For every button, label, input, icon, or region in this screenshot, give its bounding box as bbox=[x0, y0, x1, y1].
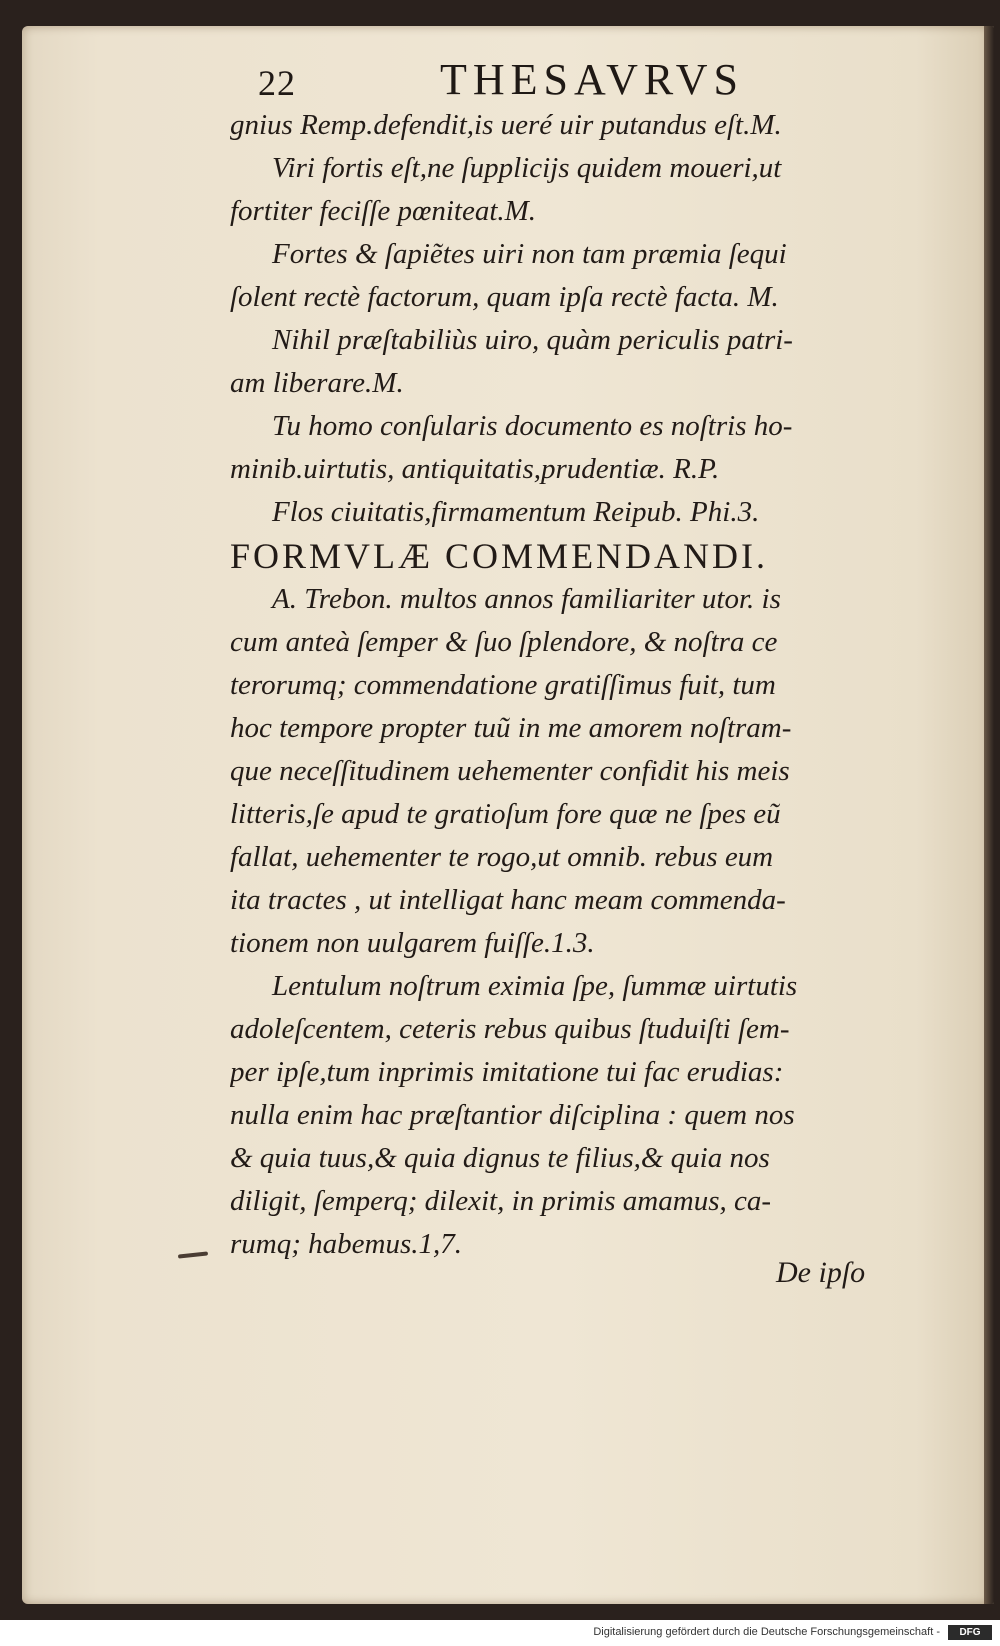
text-line: per ipſe,tum inprimis imitatione tui fac erudias: bbox=[230, 1056, 784, 1088]
text-line: ſolent rectè factorum, quam ipſa rectè facta. M. bbox=[230, 281, 779, 313]
funding-notice: Digitalisierung gefördert durch die Deutsche Forschungsgemeinschaft - bbox=[593, 1626, 940, 1638]
text-line: nulla enim hac præſtantior diſciplina : quem nos bbox=[230, 1099, 795, 1131]
text-line: Flos ciuitatis,firmamentum Reipub. Phi.3. bbox=[272, 496, 760, 528]
text-line: diligit, ſemperq; dilexit, in primis amamus, ca- bbox=[230, 1185, 772, 1217]
text-line: A. Trebon. multos annos familiariter utor. is bbox=[272, 583, 781, 615]
text-line: & quia tuus,& quia dignus te filius,& quia nos bbox=[230, 1142, 770, 1174]
text-line: minib.uirtutis, antiquitatis,prudentiæ. R.P. bbox=[230, 453, 720, 485]
text-line: que neceſſitudinem uehementer confidit his meis bbox=[230, 755, 790, 787]
running-head: THESAVRVS bbox=[440, 55, 744, 104]
page-body bbox=[230, 104, 910, 1266]
text-line: tionem non uulgarem fuiſſe.1.3. bbox=[230, 927, 595, 959]
text-line: Fortes & ſapiẽtes uiri non tam præmia ſequi bbox=[272, 238, 787, 270]
text-line: Nihil præſtabiliùs uiro, quàm periculis patri- bbox=[272, 324, 793, 356]
text-line: ita tractes , ut intelligat hanc meam commenda- bbox=[230, 884, 786, 916]
text-line: Lentulum noſtrum eximia ſpe, ſummæ uirtutis bbox=[272, 970, 798, 1002]
text-line: cum anteà ſemper & ſuo ſplendore, & noſtra ce bbox=[230, 626, 778, 658]
text-line: am liberare.M. bbox=[230, 367, 404, 399]
text-line: adoleſcentem, ceteris rebus quibus ſtuduiſti ſem- bbox=[230, 1013, 790, 1045]
dfg-logo: DFG bbox=[948, 1625, 992, 1640]
text-line: hoc tempore propter tuũ in me amorem noſtram- bbox=[230, 712, 792, 744]
text-line: rumq; habemus.1,7. bbox=[230, 1228, 462, 1260]
footer bbox=[0, 1620, 1000, 1646]
text-line: Tu homo conſularis documento es noſtris ho- bbox=[272, 410, 793, 442]
text-line: litteris,ſe apud te gratioſum fore quæ ne ſpes eũ bbox=[230, 798, 781, 830]
text-line: fortiter feciſſe pœniteat.M. bbox=[230, 195, 537, 227]
text-line: gnius Remp.defendit,is ueré uir putandus eſt.M. bbox=[230, 109, 782, 141]
page-edge-shadow bbox=[984, 26, 994, 1604]
catchword: De ipſo bbox=[776, 1256, 866, 1289]
section-heading: FORMVLÆ COMMENDANDI. bbox=[230, 536, 769, 576]
page-number: 22 bbox=[258, 63, 296, 103]
text-line: Viri fortis eſt,ne ſupplicijs quidem moueri,ut bbox=[272, 152, 782, 184]
text-line: terorumq; commendatione gratiſſimus fuit, tum bbox=[230, 669, 776, 701]
text-line: fallat, uehementer te rogo,ut omnib. rebus eum bbox=[230, 841, 774, 873]
